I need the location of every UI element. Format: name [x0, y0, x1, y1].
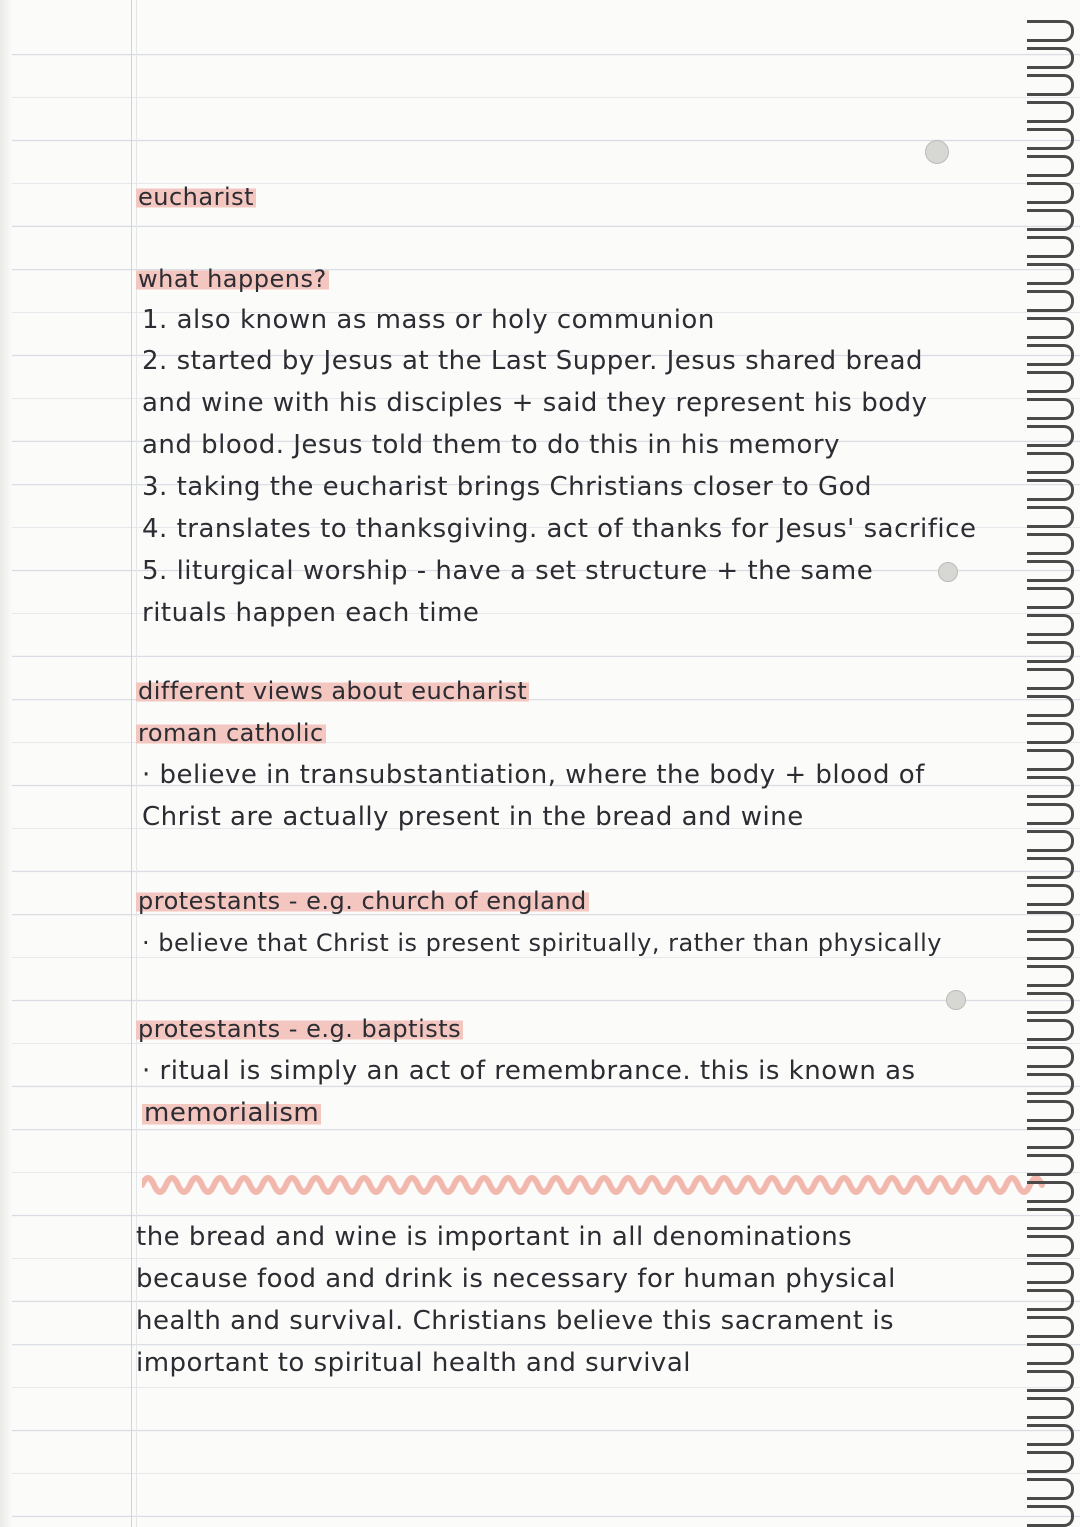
note-line: and wine with his disciples + said they represent his body	[142, 388, 928, 418]
spiral-ring	[1027, 1262, 1074, 1284]
margin-line	[131, 0, 132, 1527]
spiral-ring	[1027, 182, 1074, 204]
spiral-ring	[1027, 1235, 1074, 1257]
spiral-ring	[1027, 965, 1074, 987]
page-title: eucharist	[138, 183, 255, 211]
note-line: 5. liturgical worship - have a set structure + the same	[142, 556, 874, 586]
spiral-ring	[1027, 1505, 1074, 1527]
spiral-ring	[1027, 1208, 1074, 1230]
spiral-ring	[1027, 1370, 1074, 1392]
spiral-ring	[1027, 938, 1074, 960]
spiral-ring	[1027, 614, 1074, 636]
spiral-ring	[1027, 884, 1074, 906]
spiral-ring	[1027, 290, 1074, 312]
page-edge	[0, 0, 12, 1527]
punch-hole	[925, 140, 949, 164]
spiral-ring	[1027, 587, 1074, 609]
spiral-ring	[1027, 155, 1074, 177]
spiral-ring	[1027, 776, 1074, 798]
spiral-ring	[1027, 1289, 1074, 1311]
note-line: 1. also known as mass or holy communion	[142, 305, 715, 335]
spiral-ring	[1027, 1424, 1074, 1446]
note-line: · believe that Christ is present spiritually, rather than physically	[142, 929, 942, 957]
spiral-ring	[1027, 668, 1074, 690]
spiral-ring	[1027, 1343, 1074, 1365]
spiral-ring	[1027, 1154, 1074, 1176]
subheading-roman-catholic: roman catholic	[138, 719, 324, 747]
note-line: memorialism	[144, 1098, 320, 1128]
spiral-ring	[1027, 857, 1074, 879]
note-line: health and survival. Christians believe this sacrament is	[136, 1306, 895, 1336]
spiral-ring	[1027, 452, 1074, 474]
spiral-ring	[1027, 992, 1074, 1014]
spiral-ring	[1027, 425, 1074, 447]
spiral-ring	[1027, 209, 1074, 231]
spiral-ring	[1027, 74, 1074, 96]
spiral-ring	[1027, 533, 1074, 555]
note-line: Christ are actually present in the bread and wine	[142, 802, 804, 832]
spiral-ring	[1027, 263, 1074, 285]
spiral-ring	[1027, 20, 1074, 42]
spiral-ring	[1027, 1181, 1074, 1203]
spiral-ring	[1027, 479, 1074, 501]
spiral-ring	[1027, 911, 1074, 933]
spiral-ring	[1027, 1316, 1074, 1338]
note-line: · ritual is simply an act of remembrance. this is known as	[142, 1056, 916, 1086]
punch-hole	[946, 990, 966, 1010]
spiral-ring	[1027, 1100, 1074, 1122]
spiral-ring	[1027, 1451, 1074, 1473]
spiral-ring	[1027, 236, 1074, 258]
note-line: the bread and wine is important in all denominations	[136, 1222, 853, 1252]
spiral-ring	[1027, 101, 1074, 123]
spiral-ring	[1027, 371, 1074, 393]
spiral-ring	[1027, 560, 1074, 582]
note-line: rituals happen each time	[142, 598, 480, 628]
spiral-ring	[1027, 128, 1074, 150]
spiral-ring	[1027, 641, 1074, 663]
spiral-ring	[1027, 1397, 1074, 1419]
section-heading-what-happens: what happens?	[138, 265, 327, 293]
note-line: important to spiritual health and survival	[136, 1348, 691, 1378]
spiral-ring	[1027, 749, 1074, 771]
spiral-binding	[1020, 0, 1080, 1527]
wavy-divider	[142, 1165, 1052, 1205]
note-line: 4. translates to thanksgiving. act of thanks for Jesus' sacrifice	[142, 514, 977, 544]
spiral-ring	[1027, 1073, 1074, 1095]
spiral-ring	[1027, 1046, 1074, 1068]
spiral-ring	[1027, 1019, 1074, 1041]
spiral-ring	[1027, 695, 1074, 717]
spiral-ring	[1027, 47, 1074, 69]
section-heading-different-views: different views about eucharist	[138, 677, 528, 705]
spiral-ring	[1027, 506, 1074, 528]
note-line: because food and drink is necessary for human physical	[136, 1264, 896, 1294]
spiral-ring	[1027, 344, 1074, 366]
subheading-church-of-england: protestants - e.g. church of england	[138, 887, 587, 915]
spiral-ring	[1027, 317, 1074, 339]
note-line: · believe in transubstantiation, where the body + blood of	[142, 760, 925, 790]
note-line: 2. started by Jesus at the Last Supper. Jesus shared bread	[142, 346, 924, 376]
spiral-ring	[1027, 830, 1074, 852]
note-line: and blood. Jesus told them to do this in his memory	[142, 430, 840, 460]
spiral-ring	[1027, 803, 1074, 825]
spiral-ring	[1027, 1478, 1074, 1500]
note-line: 3. taking the eucharist brings Christians closer to God	[142, 472, 873, 502]
spiral-ring	[1027, 722, 1074, 744]
spiral-ring	[1027, 398, 1074, 420]
subheading-baptists: protestants - e.g. baptists	[138, 1015, 462, 1043]
punch-hole	[938, 562, 958, 582]
spiral-ring	[1027, 1127, 1074, 1149]
